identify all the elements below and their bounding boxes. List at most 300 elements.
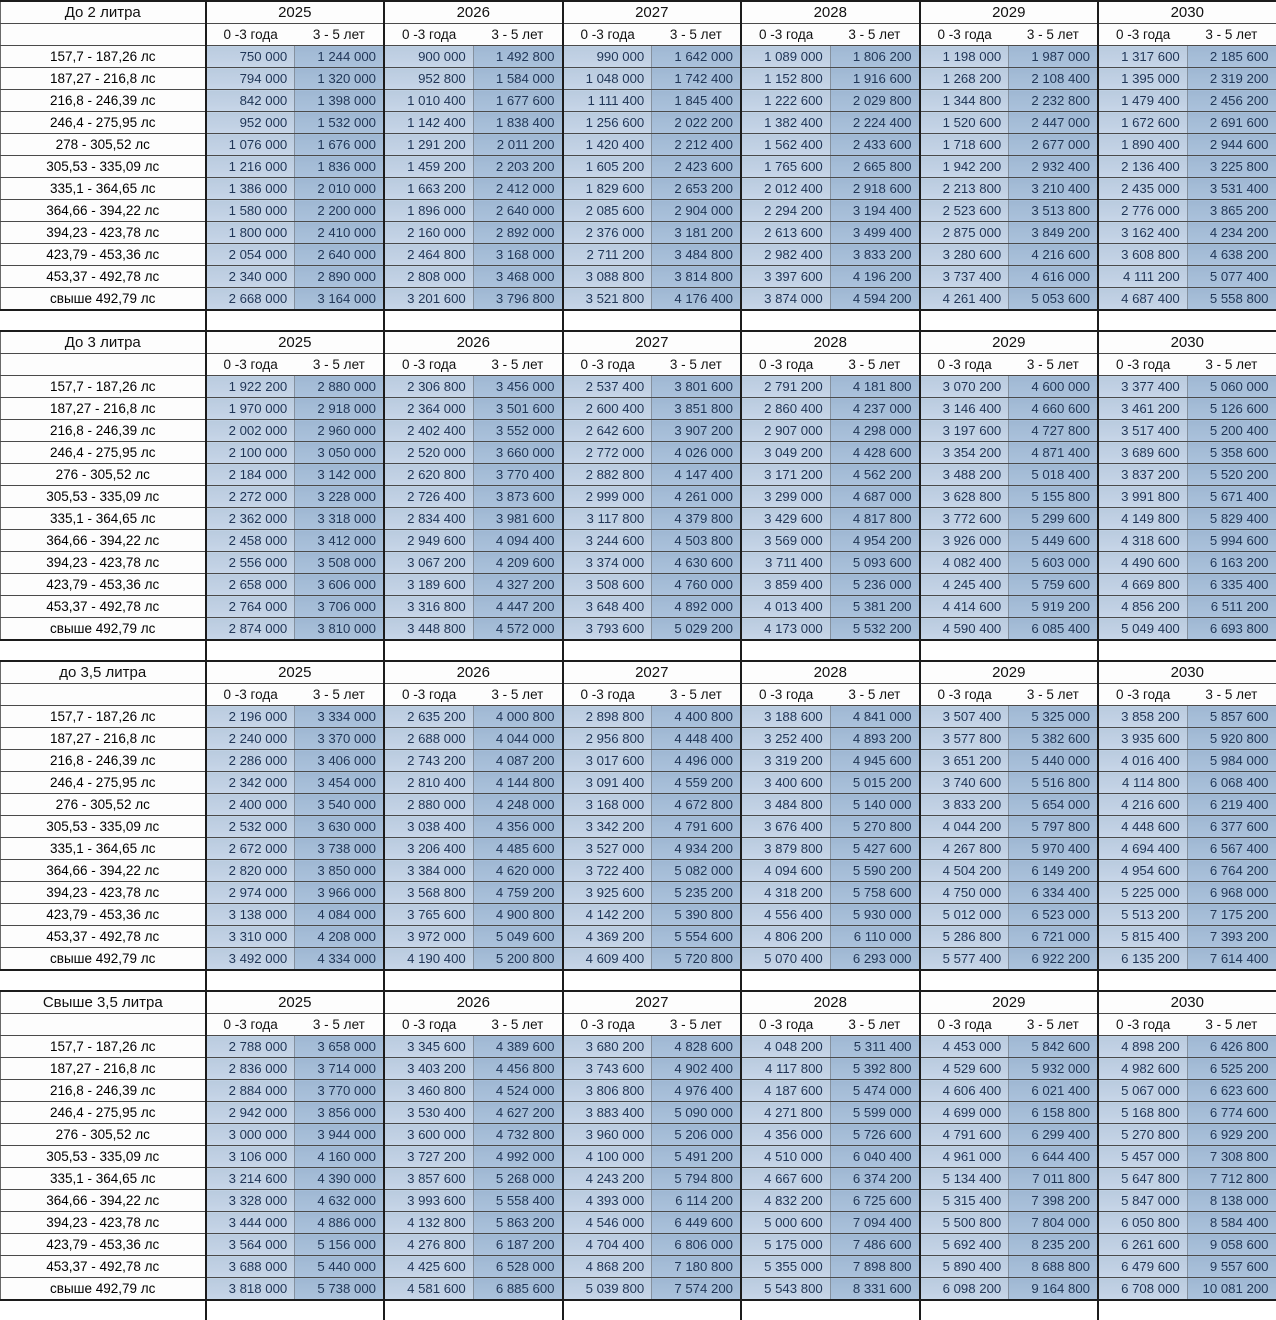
age-header-cell: 0 -3 года <box>384 354 473 376</box>
price-cell: 6 426 800 <box>1187 1036 1276 1058</box>
price-cell: 1 916 600 <box>830 68 919 90</box>
table-gap-cell <box>741 310 920 330</box>
price-cell: 2 185 600 <box>1187 46 1276 68</box>
price-cell: 4 243 200 <box>563 1168 652 1190</box>
price-cell: 4 902 400 <box>652 1058 741 1080</box>
price-cell: 2 635 200 <box>384 706 473 728</box>
price-cell: 4 393 000 <box>563 1190 652 1212</box>
power-range-label: 335,1 - 364,65 лс <box>1 178 206 200</box>
price-cell: 7 574 200 <box>652 1278 741 1301</box>
price-cell: 8 584 400 <box>1187 1212 1276 1234</box>
price-cell: 5 984 000 <box>1187 750 1276 772</box>
price-cell: 4 248 000 <box>473 794 562 816</box>
price-cell: 2 340 000 <box>206 266 295 288</box>
price-cell: 1 890 400 <box>1098 134 1187 156</box>
year-header-cell: 2030 <box>1098 991 1276 1014</box>
year-header-cell: 2027 <box>563 661 742 684</box>
price-cell: 7 175 200 <box>1187 904 1276 926</box>
price-cell: 4 892 000 <box>652 596 741 618</box>
price-cell: 5 382 600 <box>1009 728 1098 750</box>
age-header-cell: 3 - 5 лет <box>473 1014 562 1036</box>
price-cell: 5 015 200 <box>830 772 919 794</box>
price-cell: 3 796 800 <box>473 288 562 311</box>
price-cell: 5 457 000 <box>1098 1146 1187 1168</box>
price-cell: 6 525 200 <box>1187 1058 1276 1080</box>
age-header-cell: 3 - 5 лет <box>830 24 919 46</box>
price-cell: 2 100 000 <box>206 442 295 464</box>
age-header-cell: 3 - 5 лет <box>652 24 741 46</box>
price-cell: 2 918 600 <box>830 178 919 200</box>
price-cell: 2 203 200 <box>473 156 562 178</box>
price-cell: 3 564 000 <box>206 1234 295 1256</box>
price-cell: 3 280 600 <box>920 244 1009 266</box>
price-cell: 1 580 000 <box>206 200 295 222</box>
price-cell: 4 276 800 <box>384 1234 473 1256</box>
year-header-cell: 2026 <box>384 331 563 354</box>
price-cell: 3 429 600 <box>741 508 830 530</box>
price-cell: 5 067 000 <box>1098 1080 1187 1102</box>
price-cell: 6 885 600 <box>473 1278 562 1301</box>
price-cell: 3 737 400 <box>920 266 1009 288</box>
price-cell: 1 642 000 <box>652 46 741 68</box>
price-cell: 1 386 000 <box>206 178 295 200</box>
table-row <box>1 1212 1276 1234</box>
price-cell: 3 501 600 <box>473 398 562 420</box>
price-cell: 3 318 000 <box>295 508 384 530</box>
price-cell: 1 836 000 <box>295 156 384 178</box>
price-cell: 4 428 600 <box>830 442 919 464</box>
power-range-label: 364,66 - 394,22 лс <box>1 1190 206 1212</box>
price-cell: 2 776 000 <box>1098 200 1187 222</box>
price-cell: 4 556 400 <box>741 904 830 926</box>
table-row <box>1 1168 1276 1190</box>
price-cell: 5 315 400 <box>920 1190 1009 1212</box>
price-cell: 3 770 400 <box>473 464 562 486</box>
price-cell: 4 638 200 <box>1187 244 1276 266</box>
price-cell: 3 527 000 <box>563 838 652 860</box>
price-cell: 3 833 200 <box>920 794 1009 816</box>
price-cell: 6 708 000 <box>1098 1278 1187 1301</box>
age-header-cell: 0 -3 года <box>1098 354 1187 376</box>
price-cell: 5 236 000 <box>830 574 919 596</box>
price-cell: 3 850 000 <box>295 860 384 882</box>
year-header-cell: 2028 <box>741 331 920 354</box>
age-header-cell: 3 - 5 лет <box>652 1014 741 1036</box>
price-cell: 4 954 200 <box>830 530 919 552</box>
price-cell: 3 660 000 <box>473 442 562 464</box>
price-cell: 5 520 200 <box>1187 464 1276 486</box>
price-cell: 3 214 600 <box>206 1168 295 1190</box>
price-cell: 1 076 000 <box>206 134 295 156</box>
price-cell: 4 667 600 <box>741 1168 830 1190</box>
price-cell: 5 077 400 <box>1187 266 1276 288</box>
price-cell: 2 620 800 <box>384 464 473 486</box>
price-cell: 4 893 200 <box>830 728 919 750</box>
price-cell: 3 468 000 <box>473 266 562 288</box>
label-header-empty-cell <box>1 24 206 46</box>
price-cell: 3 926 000 <box>920 530 1009 552</box>
year-header-cell: 2026 <box>384 661 563 684</box>
power-range-label: свыше 492,79 лс <box>1 948 206 971</box>
price-cell: 3 017 600 <box>563 750 652 772</box>
power-range-label: 423,79 - 453,36 лс <box>1 1234 206 1256</box>
price-cell: 3 448 800 <box>384 618 473 641</box>
power-range-label: 453,37 - 492,78 лс <box>1 1256 206 1278</box>
price-cell: 5 603 000 <box>1009 552 1098 574</box>
price-cell: 4 572 000 <box>473 618 562 641</box>
age-header-cell: 0 -3 года <box>920 684 1009 706</box>
price-cell: 1 922 200 <box>206 376 295 398</box>
price-cell: 5 440 000 <box>1009 750 1098 772</box>
power-range-label: 276 - 305,52 лс <box>1 464 206 486</box>
price-cell: 4 630 600 <box>652 552 741 574</box>
price-cell: 5 140 000 <box>830 794 919 816</box>
table-row <box>1 200 1276 222</box>
price-cell: 7 393 200 <box>1187 926 1276 948</box>
price-cell: 2 200 000 <box>295 200 384 222</box>
table-row <box>1 266 1276 288</box>
price-cell: 5 381 200 <box>830 596 919 618</box>
table-title: Свыше 3,5 литра <box>1 991 206 1014</box>
price-cell: 3 461 200 <box>1098 398 1187 420</box>
price-cell: 1 584 000 <box>473 68 562 90</box>
price-cell: 5 286 800 <box>920 926 1009 948</box>
table-gap-cell <box>206 1300 385 1320</box>
age-header-cell: 3 - 5 лет <box>473 684 562 706</box>
price-cell: 4 100 000 <box>563 1146 652 1168</box>
price-cell: 2 224 400 <box>830 112 919 134</box>
price-cell: 4 094 400 <box>473 530 562 552</box>
price-cell: 5 758 600 <box>830 882 919 904</box>
price-cell: 6 567 400 <box>1187 838 1276 860</box>
price-cell: 3 517 400 <box>1098 420 1187 442</box>
table-row <box>1 90 1276 112</box>
price-cell: 3 857 600 <box>384 1168 473 1190</box>
price-table <box>0 330 1276 660</box>
power-range-label: 187,27 - 216,8 лс <box>1 728 206 750</box>
price-cell: 3 814 800 <box>652 266 741 288</box>
price-cell: 6 110 000 <box>830 926 919 948</box>
price-table <box>0 660 1276 990</box>
price-cell: 2 904 000 <box>652 200 741 222</box>
table-row <box>1 1278 1276 1301</box>
age-header-cell: 3 - 5 лет <box>1187 684 1276 706</box>
price-cell: 5 516 800 <box>1009 772 1098 794</box>
price-cell: 4 672 800 <box>652 794 741 816</box>
price-cell: 6 968 000 <box>1187 882 1276 904</box>
price-cell: 4 504 200 <box>920 860 1009 882</box>
price-cell: 4 298 000 <box>830 420 919 442</box>
price-cell: 5 299 600 <box>1009 508 1098 530</box>
price-cell: 4 327 200 <box>473 574 562 596</box>
price-cell: 3 456 000 <box>473 376 562 398</box>
price-cell: 4 620 000 <box>473 860 562 882</box>
table-gap-cell <box>1098 970 1276 990</box>
price-cell: 5 311 400 <box>830 1036 919 1058</box>
price-cell: 2 376 000 <box>563 222 652 244</box>
price-cell: 4 114 800 <box>1098 772 1187 794</box>
table-row <box>1 508 1276 530</box>
price-cell: 2 884 000 <box>206 1080 295 1102</box>
price-cell: 4 369 200 <box>563 926 652 948</box>
table-gap-cell <box>563 310 742 330</box>
age-header-cell: 3 - 5 лет <box>473 24 562 46</box>
price-cell: 3 991 800 <box>1098 486 1187 508</box>
price-cell: 5 039 800 <box>563 1278 652 1301</box>
age-header-cell: 3 - 5 лет <box>1187 354 1276 376</box>
price-cell: 3 228 000 <box>295 486 384 508</box>
price-cell: 3 142 000 <box>295 464 384 486</box>
price-cell: 1 765 600 <box>741 156 830 178</box>
price-cell: 6 299 400 <box>1009 1124 1098 1146</box>
price-cell: 5 156 000 <box>295 1234 384 1256</box>
price-cell: 5 200 800 <box>473 948 562 971</box>
age-header-cell: 0 -3 года <box>206 1014 295 1036</box>
price-cell: 6 523 000 <box>1009 904 1098 926</box>
price-cell: 2 810 400 <box>384 772 473 794</box>
price-cell: 3 858 200 <box>1098 706 1187 728</box>
price-cell: 3 837 200 <box>1098 464 1187 486</box>
price-cell: 3 244 600 <box>563 530 652 552</box>
price-cell: 5 554 600 <box>652 926 741 948</box>
label-header-empty-cell <box>1 684 206 706</box>
price-cell: 4 271 800 <box>741 1102 830 1124</box>
price-cell: 1 742 400 <box>652 68 741 90</box>
price-cell: 1 048 000 <box>563 68 652 90</box>
power-range-label: 216,8 - 246,39 лс <box>1 420 206 442</box>
price-cell: 2 160 000 <box>384 222 473 244</box>
power-range-label: 246,4 - 275,95 лс <box>1 442 206 464</box>
price-cell: 9 058 600 <box>1187 1234 1276 1256</box>
table-row <box>1 882 1276 904</box>
price-cell: 6 764 200 <box>1187 860 1276 882</box>
price-cell: 3 793 600 <box>563 618 652 641</box>
power-range-label: 246,4 - 275,95 лс <box>1 1102 206 1124</box>
price-cell: 4 594 200 <box>830 288 919 311</box>
price-cell: 6 922 200 <box>1009 948 1098 971</box>
price-cell: 2 010 000 <box>295 178 384 200</box>
year-header-cell: 2030 <box>1098 1 1276 24</box>
price-cell: 2 232 800 <box>1009 90 1098 112</box>
price-cell: 1 970 000 <box>206 398 295 420</box>
price-cell: 5 270 800 <box>1098 1124 1187 1146</box>
table-gap-cell <box>206 310 385 330</box>
price-cell: 3 658 000 <box>295 1036 384 1058</box>
age-header-cell: 0 -3 года <box>563 354 652 376</box>
price-cell: 2 642 600 <box>563 420 652 442</box>
price-cell: 4 094 600 <box>741 860 830 882</box>
price-cell: 6 219 400 <box>1187 794 1276 816</box>
price-cell: 5 090 000 <box>652 1102 741 1124</box>
price-cell: 1 845 400 <box>652 90 741 112</box>
price-cell: 5 797 800 <box>1009 816 1098 838</box>
price-cell: 2 658 000 <box>206 574 295 596</box>
price-cell: 4 687 000 <box>830 486 919 508</box>
price-cell: 4 524 000 <box>473 1080 562 1102</box>
price-cell: 4 791 600 <box>920 1124 1009 1146</box>
price-cell: 4 400 800 <box>652 706 741 728</box>
price-cell: 794 000 <box>206 68 295 90</box>
price-cell: 4 750 000 <box>920 882 1009 904</box>
year-header-cell: 2025 <box>206 661 385 684</box>
table-row <box>1 618 1276 641</box>
table-title: До 2 литра <box>1 1 206 24</box>
table-row <box>1 178 1276 200</box>
price-cell: 3 568 800 <box>384 882 473 904</box>
price-cell: 3 608 800 <box>1098 244 1187 266</box>
price-cell: 2 836 000 <box>206 1058 295 1080</box>
price-cell: 2 668 000 <box>206 288 295 311</box>
price-cell: 952 000 <box>206 112 295 134</box>
price-cell: 2 907 000 <box>741 420 830 442</box>
price-cell: 5 070 400 <box>741 948 830 971</box>
table-row <box>1 464 1276 486</box>
price-cell: 3 628 800 <box>920 486 1009 508</box>
price-cell: 4 660 600 <box>1009 398 1098 420</box>
price-cell: 2 898 800 <box>563 706 652 728</box>
price-cell: 7 398 200 <box>1009 1190 1098 1212</box>
price-cell: 2 999 000 <box>563 486 652 508</box>
price-cell: 5 053 600 <box>1009 288 1098 311</box>
table-row <box>1 794 1276 816</box>
price-cell: 1 317 600 <box>1098 46 1187 68</box>
price-cell: 3 851 800 <box>652 398 741 420</box>
age-header-cell: 0 -3 года <box>741 354 830 376</box>
price-cell: 5 012 000 <box>920 904 1009 926</box>
table-row <box>1 46 1276 68</box>
price-cell: 3 521 800 <box>563 288 652 311</box>
price-cell: 3 770 000 <box>295 1080 384 1102</box>
price-cell: 4 447 200 <box>473 596 562 618</box>
price-cell: 900 000 <box>384 46 473 68</box>
power-range-label: свыше 492,79 лс <box>1 618 206 641</box>
price-cell: 5 829 400 <box>1187 508 1276 530</box>
power-range-label: 453,37 - 492,78 лс <box>1 926 206 948</box>
price-cell: 3 377 400 <box>1098 376 1187 398</box>
price-cell: 4 267 800 <box>920 838 1009 860</box>
table-gap-cell <box>384 970 563 990</box>
price-cell: 4 414 600 <box>920 596 1009 618</box>
price-cell: 3 810 000 <box>295 618 384 641</box>
price-cell: 6 085 400 <box>1009 618 1098 641</box>
price-cell: 3 944 000 <box>295 1124 384 1146</box>
price-cell: 4 760 000 <box>652 574 741 596</box>
price-cell: 2 880 000 <box>384 794 473 816</box>
price-cell: 4 600 000 <box>1009 376 1098 398</box>
price-cell: 952 800 <box>384 68 473 90</box>
price-cell: 1 718 600 <box>920 134 1009 156</box>
price-cell: 5 932 000 <box>1009 1058 1098 1080</box>
price-cell: 4 190 400 <box>384 948 473 971</box>
age-header-cell: 3 - 5 лет <box>1009 354 1098 376</box>
year-header-cell: 2027 <box>563 331 742 354</box>
price-cell: 4 044 200 <box>920 816 1009 838</box>
price-cell: 2 412 000 <box>473 178 562 200</box>
price-cell: 4 562 200 <box>830 464 919 486</box>
price-cell: 3 879 800 <box>741 838 830 860</box>
price-cell: 1 152 800 <box>741 68 830 90</box>
power-range-label: 157,7 - 187,26 лс <box>1 1036 206 1058</box>
price-cell: 3 925 600 <box>563 882 652 904</box>
price-cell: 5 738 000 <box>295 1278 384 1301</box>
price-cell: 3 210 400 <box>1009 178 1098 200</box>
price-cell: 3 722 400 <box>563 860 652 882</box>
price-cell: 7 712 800 <box>1187 1168 1276 1190</box>
table-row <box>1 1036 1276 1058</box>
price-cell: 3 935 600 <box>1098 728 1187 750</box>
price-cell: 6 334 400 <box>1009 882 1098 904</box>
year-header-cell: 2029 <box>920 1 1099 24</box>
price-cell: 5 577 400 <box>920 948 1009 971</box>
price-cell: 6 068 400 <box>1187 772 1276 794</box>
price-cell: 3 384 000 <box>384 860 473 882</box>
price-cell: 4 791 600 <box>652 816 741 838</box>
price-cell: 6 114 200 <box>652 1190 741 1212</box>
price-cell: 6 929 200 <box>1187 1124 1276 1146</box>
price-cell: 5 863 200 <box>473 1212 562 1234</box>
price-cell: 3 714 000 <box>295 1058 384 1080</box>
age-header-cell: 0 -3 года <box>1098 684 1187 706</box>
price-cell: 5 647 800 <box>1098 1168 1187 1190</box>
table-gap-cell <box>206 640 385 660</box>
price-cell: 1 520 600 <box>920 112 1009 134</box>
price-cell: 4 699 000 <box>920 1102 1009 1124</box>
price-cell: 1 222 600 <box>741 90 830 112</box>
price-cell: 2 791 200 <box>741 376 830 398</box>
price-cell: 3 189 600 <box>384 574 473 596</box>
age-header-cell: 3 - 5 лет <box>830 684 919 706</box>
price-cell: 5 815 400 <box>1098 926 1187 948</box>
price-cell: 5 654 000 <box>1009 794 1098 816</box>
price-cell: 4 160 000 <box>295 1146 384 1168</box>
price-cell: 3 676 400 <box>741 816 830 838</box>
price-cell: 1 677 600 <box>473 90 562 112</box>
table-row <box>1 728 1276 750</box>
price-cell: 2 772 000 <box>563 442 652 464</box>
table-row <box>1 530 1276 552</box>
table-row <box>1 948 1276 971</box>
table-row <box>1 134 1276 156</box>
price-cell: 3 738 000 <box>295 838 384 860</box>
age-header-cell: 3 - 5 лет <box>830 1014 919 1036</box>
price-cell: 1 663 200 <box>384 178 473 200</box>
price-cell: 4 806 200 <box>741 926 830 948</box>
price-cell: 3 049 200 <box>741 442 830 464</box>
price-cell: 4 590 400 <box>920 618 1009 641</box>
age-header-cell: 0 -3 года <box>920 354 1009 376</box>
price-cell: 8 235 200 <box>1009 1234 1098 1256</box>
price-cell: 3 727 200 <box>384 1146 473 1168</box>
table-row <box>1 1058 1276 1080</box>
price-cell: 4 216 600 <box>1009 244 1098 266</box>
table-row <box>1 926 1276 948</box>
price-cell: 4 132 800 <box>384 1212 473 1234</box>
power-range-label: 157,7 - 187,26 лс <box>1 376 206 398</box>
age-header-cell: 0 -3 года <box>1098 24 1187 46</box>
price-cell: 3 412 000 <box>295 530 384 552</box>
price-cell: 6 623 600 <box>1187 1080 1276 1102</box>
price-cell: 6 040 400 <box>830 1146 919 1168</box>
price-cell: 3 743 600 <box>563 1058 652 1080</box>
price-cell: 3 801 600 <box>652 376 741 398</box>
price-cell: 6 335 400 <box>1187 574 1276 596</box>
table-title: До 3 литра <box>1 331 206 354</box>
price-cell: 2 860 400 <box>741 398 830 420</box>
price-cell: 3 874 000 <box>741 288 830 311</box>
price-cell: 4 016 400 <box>1098 750 1187 772</box>
price-cell: 3 197 600 <box>920 420 1009 442</box>
price-cell: 3 689 600 <box>1098 442 1187 464</box>
